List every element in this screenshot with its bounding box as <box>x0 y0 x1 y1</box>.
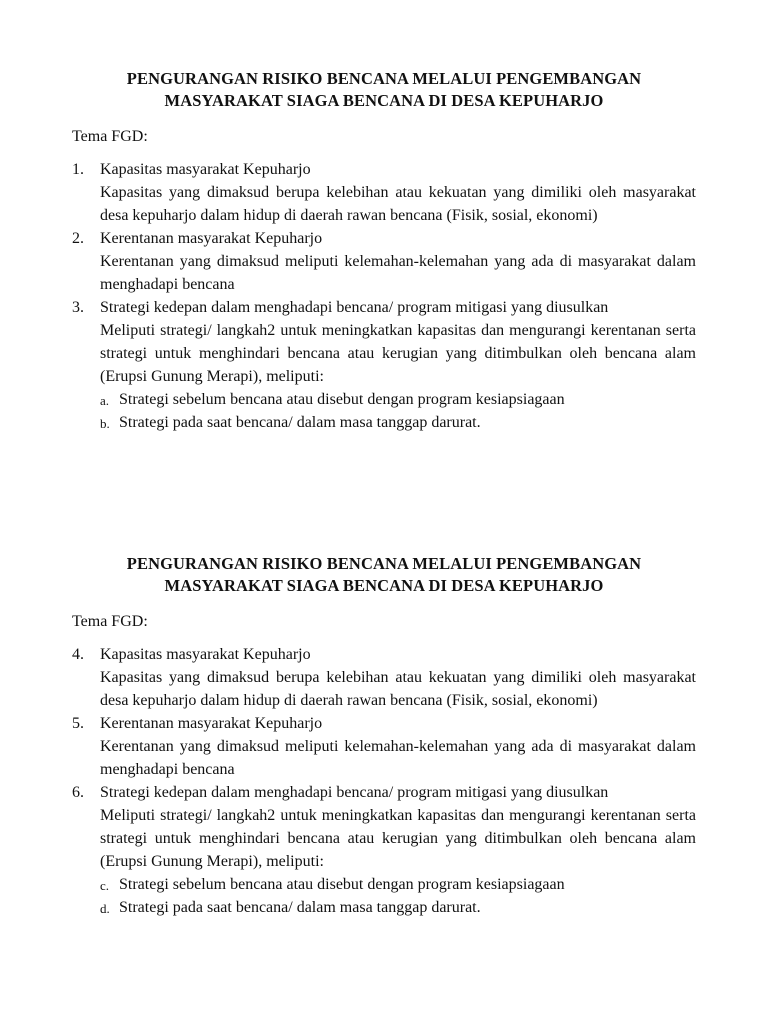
spacer <box>72 633 696 643</box>
tema-label: Tema FGD: <box>72 613 148 630</box>
topic-list <box>72 643 696 919</box>
item-heading: Kapasitas masyarakat Kepuharjo <box>100 646 311 663</box>
topic-item <box>72 296 696 434</box>
tema-label: Tema FGD: <box>72 128 148 145</box>
topic-item <box>72 712 696 781</box>
subtopic-list <box>100 873 696 919</box>
item-description: Meliputi strategi/ langkah2 untuk meningkatkan kapasitas dan mengurangi kerentanan serta strategi untuk menghindari bencana atau kerugian yang ditimbulkan oleh bencana alam (Erupsi Gunung Merapi), meliputi: <box>100 322 696 385</box>
subitem-text: Strategi pada saat bencana/ dalam masa tanggap darurat. <box>119 899 481 916</box>
item-heading: Strategi kedepan dalam menghadapi bencana/ program mitigasi yang diusulkan <box>100 784 609 801</box>
item-number: 5. <box>72 715 84 732</box>
subitem-text: Strategi sebelum bencana atau disebut dengan program kesiapsiagaan <box>119 876 565 893</box>
item-number: 2. <box>72 230 84 247</box>
item-description: Kapasitas yang dimaksud berupa kelebihan atau kekuatan yang dimiliki oleh masyarakat desa kepuharjo dalam hidup di daerah rawan bencana (Fisik, sosial, ekonomi) <box>100 669 696 709</box>
title-line: PENGURANGAN RISIKO BENCANA MELALUI PENGEMBANGAN <box>126 554 642 573</box>
title-line: MASYARAKAT SIAGA BENCANA DI DESA KEPUHARJO <box>164 576 604 595</box>
spacer <box>72 148 696 158</box>
item-heading: Kapasitas masyarakat Kepuharjo <box>100 161 311 178</box>
item-description: Meliputi strategi/ langkah2 untuk meningkatkan kapasitas dan mengurangi kerentanan serta strategi untuk menghindari bencana atau kerugian yang ditimbulkan oleh bencana alam (Erupsi Gunung Merapi), meliputi: <box>100 807 696 870</box>
item-description: Kapasitas yang dimaksud berupa kelebihan atau kekuatan yang dimiliki oleh masyarakat desa kepuharjo dalam hidup di daerah rawan bencana (Fisik, sosial, ekonomi) <box>100 184 696 224</box>
subtopic-item <box>100 388 696 411</box>
subtopic-item <box>100 411 696 434</box>
document-title <box>72 553 696 597</box>
topic-item <box>72 158 696 227</box>
topic-list <box>72 158 696 434</box>
document-section <box>72 553 696 919</box>
document-title <box>72 68 696 112</box>
item-description: Kerentanan yang dimaksud meliputi kelemahan-kelemahan yang ada di masyarakat dalam menghadapi bencana <box>100 738 696 778</box>
subitem-text: Strategi pada saat bencana/ dalam masa tanggap darurat. <box>119 414 481 431</box>
title-line: MASYARAKAT SIAGA BENCANA DI DESA KEPUHARJO <box>164 91 604 110</box>
subitem-marker: c. <box>100 878 110 893</box>
subitem-marker: d. <box>100 901 110 916</box>
item-number: 1. <box>72 161 84 178</box>
item-description: Kerentanan yang dimaksud meliputi kelemahan-kelemahan yang ada di masyarakat dalam menghadapi bencana <box>100 253 696 293</box>
subtopic-item <box>100 873 696 896</box>
topic-item <box>72 643 696 712</box>
item-number: 6. <box>72 784 84 801</box>
item-number: 4. <box>72 646 84 663</box>
topic-item <box>72 227 696 296</box>
subtopic-item <box>100 896 696 919</box>
item-heading: Kerentanan masyarakat Kepuharjo <box>100 715 323 732</box>
subtopic-list <box>100 388 696 434</box>
subitem-marker: b. <box>100 416 110 431</box>
item-heading: Kerentanan masyarakat Kepuharjo <box>100 230 323 247</box>
title-line: PENGURANGAN RISIKO BENCANA MELALUI PENGEMBANGAN <box>126 69 642 88</box>
item-heading: Strategi kedepan dalam menghadapi bencana/ program mitigasi yang diusulkan <box>100 299 609 316</box>
item-number: 3. <box>72 299 84 316</box>
subitem-text: Strategi sebelum bencana atau disebut dengan program kesiapsiagaan <box>119 391 565 408</box>
document-section <box>72 68 696 434</box>
subitem-marker: a. <box>100 393 110 408</box>
topic-item <box>72 781 696 919</box>
